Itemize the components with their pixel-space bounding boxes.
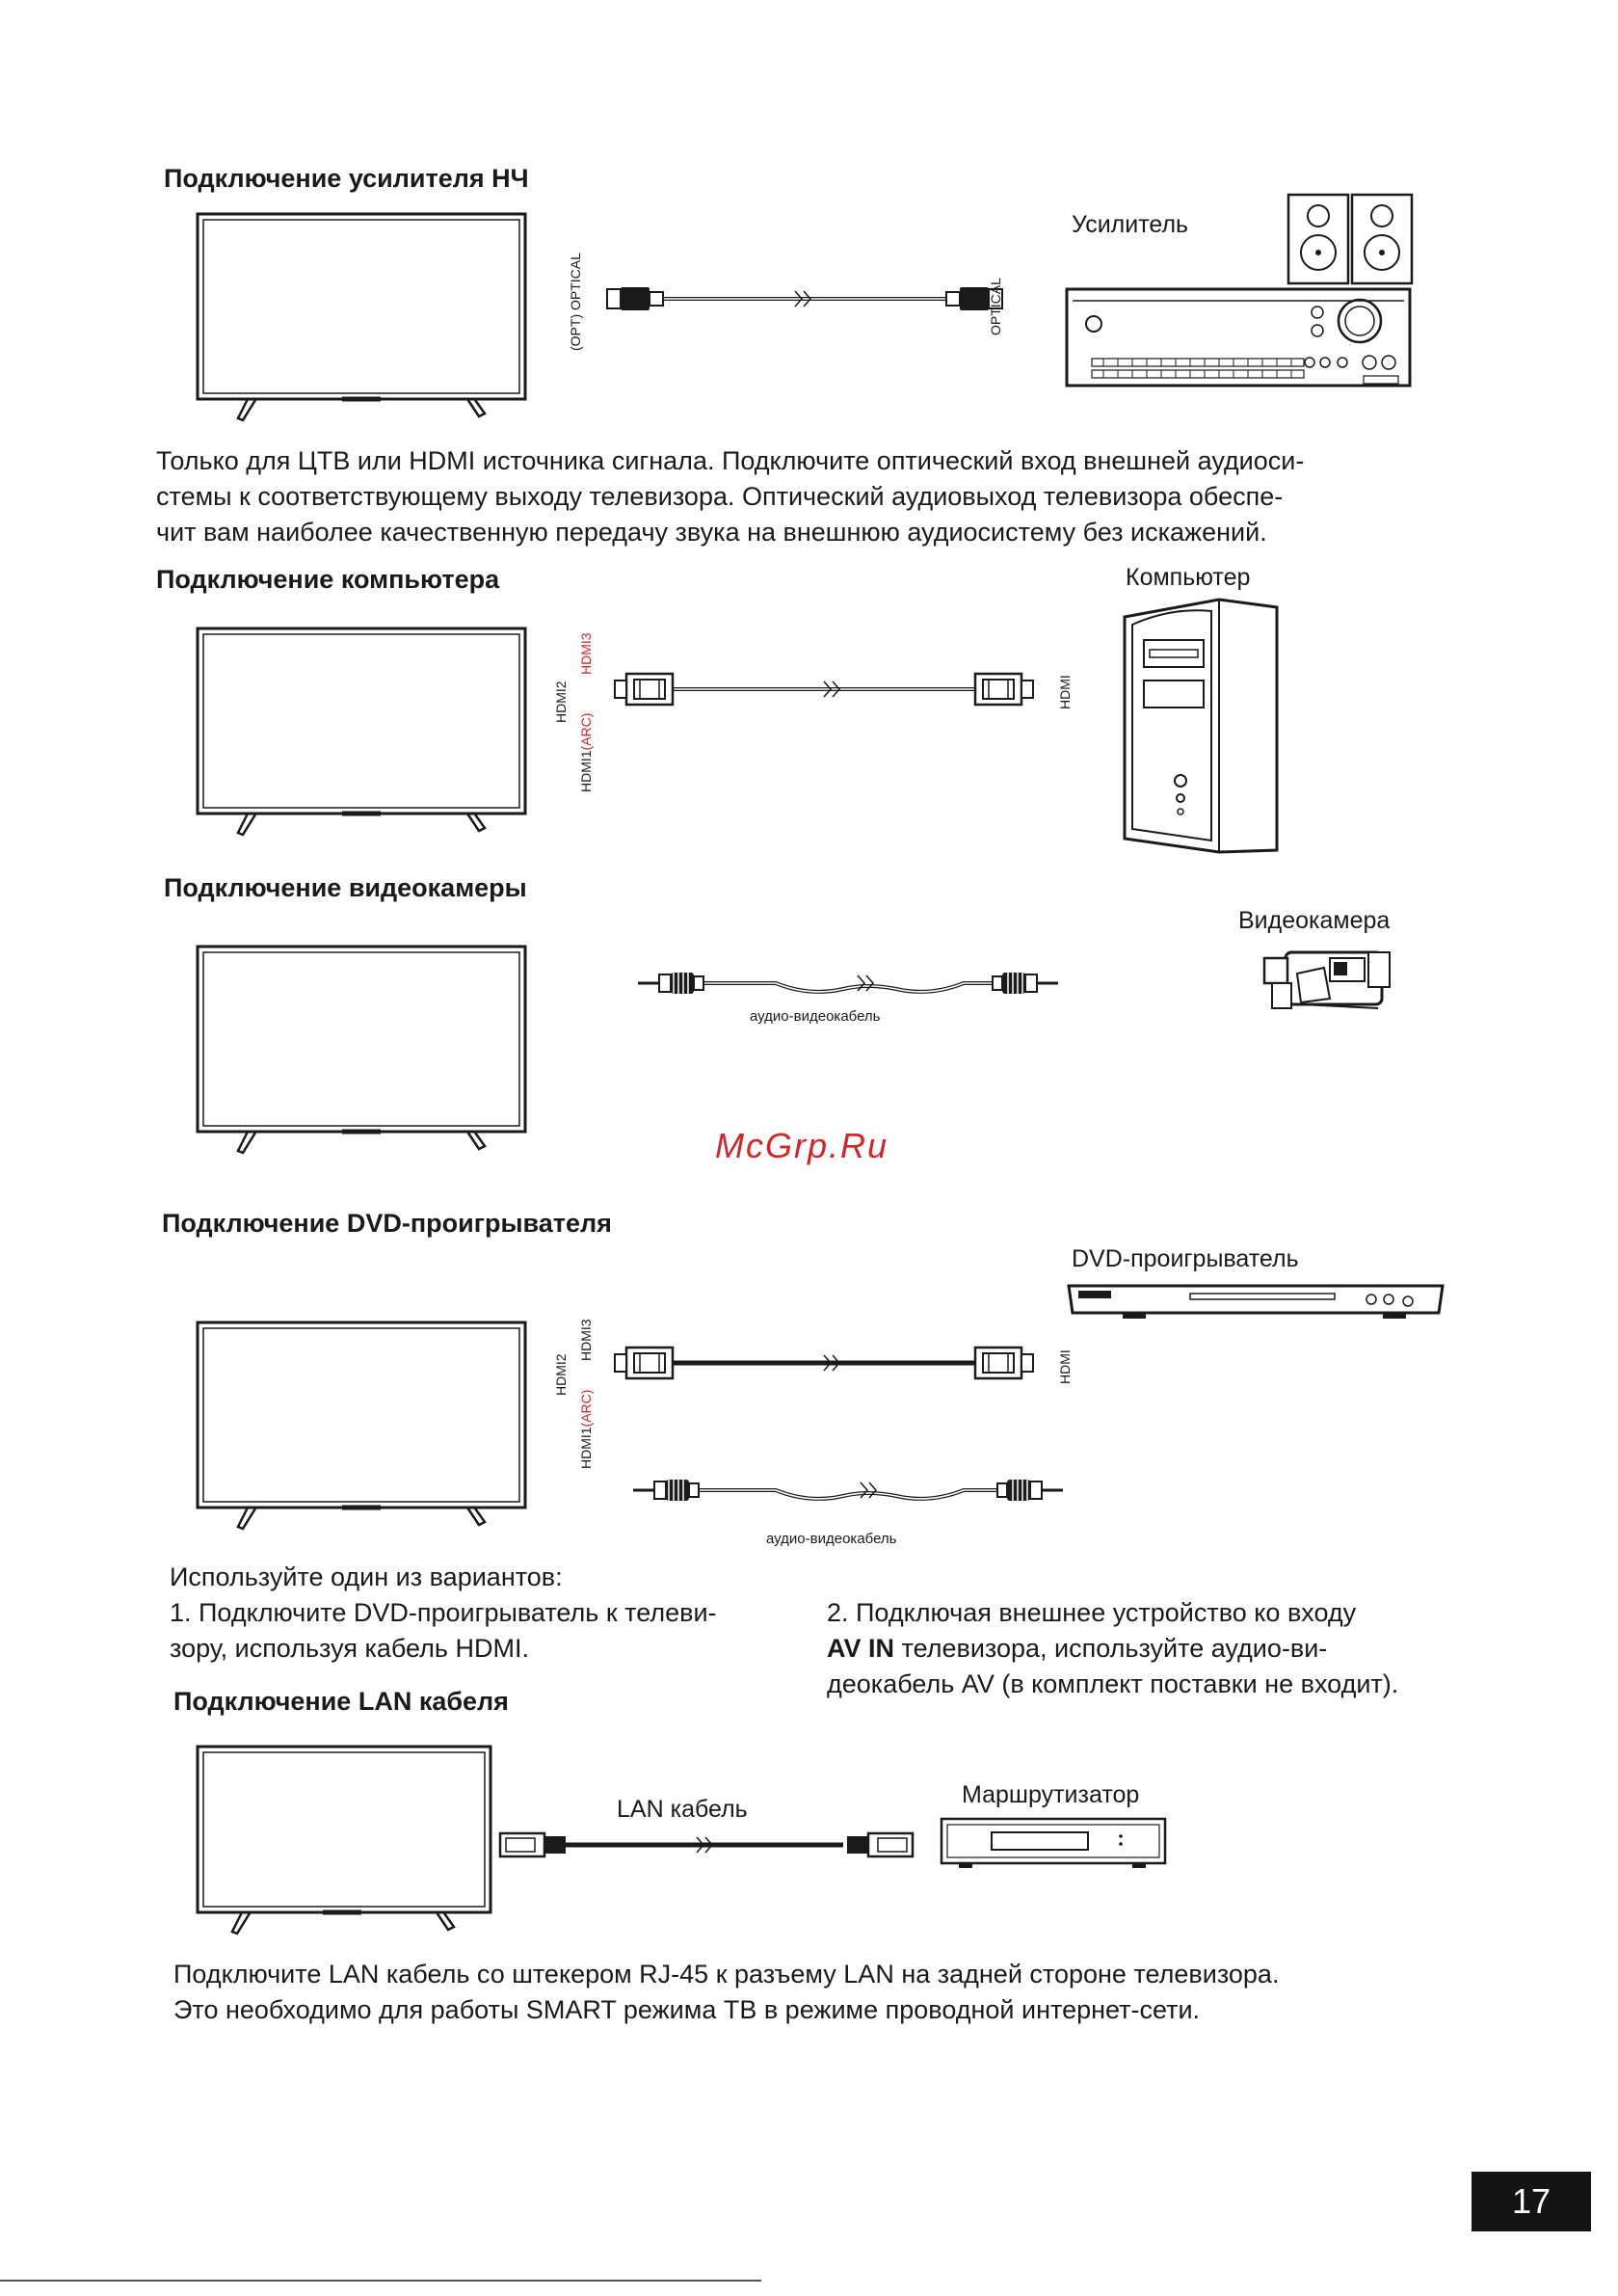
lan-text-line-1: Подключите LAN кабель со штекером RJ-45 к разъему LAN на задней стороне телевизора. bbox=[173, 1960, 1280, 1989]
amp-device-label: Усилитель bbox=[1072, 211, 1189, 238]
pc-port-hdmi1: HDMI1(ARC) bbox=[578, 712, 594, 792]
pc-hdmi-cable-illustration bbox=[607, 670, 1031, 708]
dvd-section-title: Подключение DVD-проигрывателя bbox=[162, 1209, 612, 1238]
amp-tv-illustration bbox=[198, 214, 544, 426]
dvd-option2-line2: AV IN телевизора, используйте аудио-ви- bbox=[827, 1634, 1328, 1663]
dvd-option1-line2: зору, используя кабель HDMI. bbox=[170, 1634, 529, 1663]
dvd-av-cable-illustration bbox=[631, 1471, 1065, 1509]
pc-section-title: Подключение компьютера bbox=[156, 565, 500, 594]
lan-cable-label: LAN кабель bbox=[617, 1796, 748, 1823]
dvd-port-hdmi1: HDMI1(ARC) bbox=[578, 1389, 594, 1469]
router-illustration bbox=[940, 1817, 1171, 1871]
camcorder-illustration bbox=[1262, 945, 1407, 1017]
amp-text-line-2: стемы к соответствующему выходу телевизора. Оптический аудиовыход телевизора обеспе- bbox=[156, 482, 1284, 511]
dvd-player-illustration bbox=[1065, 1280, 1450, 1322]
pc-port-hdmi3: HDMI3 bbox=[578, 632, 594, 675]
lan-device-label: Маршрутизатор bbox=[962, 1781, 1140, 1808]
camera-section-title: Подключение видеокамеры bbox=[164, 873, 527, 902]
camera-cable-label: аудио-видеокабель bbox=[750, 1008, 881, 1025]
page-number: 17 bbox=[1472, 2172, 1591, 2231]
dvd-cable-label: аудио-видеокабель bbox=[766, 1531, 897, 1547]
amplifier-illustration bbox=[1065, 193, 1431, 397]
dvd-option1-line1: 1. Подключите DVD-проигрыватель к телеви- bbox=[170, 1598, 717, 1627]
lan-text-line-2: Это необходимо для работы SMART режима ТВ в режиме проводной интернет-сети. bbox=[173, 1995, 1201, 2024]
amp-device-port-label: OPTICAL bbox=[988, 278, 1003, 335]
pc-tv-illustration bbox=[198, 628, 544, 841]
amp-text-line-3: чит вам наиболее качественную передачу звука на внешнюю аудиосистему без искажений. bbox=[156, 518, 1267, 547]
camera-device-label: Видеокамера bbox=[1238, 907, 1391, 934]
camera-tv-illustration bbox=[198, 947, 544, 1159]
dvd-hdmi-cable-illustration bbox=[607, 1344, 1031, 1382]
dvd-tv-illustration bbox=[198, 1322, 544, 1535]
dvd-intro: Используйте один из вариантов: bbox=[170, 1562, 563, 1591]
dvd-port-hdmi2: HDMI2 bbox=[553, 1353, 569, 1396]
computer-illustration bbox=[1123, 598, 1286, 858]
dvd-port-hdmi3: HDMI3 bbox=[578, 1319, 594, 1361]
pc-device-port-label: HDMI bbox=[1057, 675, 1073, 709]
optical-cable-illustration bbox=[597, 280, 1012, 318]
dvd-option2-line1: 2. Подключая внешнее устройство ко входу bbox=[827, 1598, 1357, 1627]
camera-av-cable-illustration bbox=[636, 964, 1060, 1002]
lan-tv-illustration bbox=[198, 1747, 544, 1959]
dvd-option2-line3: деокабель AV (в комплект поставки не входит). bbox=[827, 1669, 1399, 1698]
lan-section-title: Подключение LAN кабеля bbox=[173, 1687, 509, 1716]
bottom-rule bbox=[0, 2279, 1618, 2288]
pc-device-label: Компьютер bbox=[1126, 564, 1251, 591]
amp-text-line-1: Только для ЦТВ или HDMI источника сигнала. Подключите оптический вход внешней аудиоси- bbox=[156, 446, 1305, 475]
lan-cable-illustration bbox=[496, 1826, 920, 1864]
dvd-device-port-label: HDMI bbox=[1057, 1349, 1073, 1384]
amp-section-title: Подключение усилителя НЧ bbox=[164, 164, 529, 193]
watermark: McGrp.Ru bbox=[715, 1126, 889, 1165]
dvd-device-label: DVD-проигрыватель bbox=[1072, 1245, 1299, 1272]
pc-port-hdmi2: HDMI2 bbox=[553, 681, 569, 723]
amp-tv-port-label: (OPT) OPTICAL bbox=[568, 253, 583, 351]
